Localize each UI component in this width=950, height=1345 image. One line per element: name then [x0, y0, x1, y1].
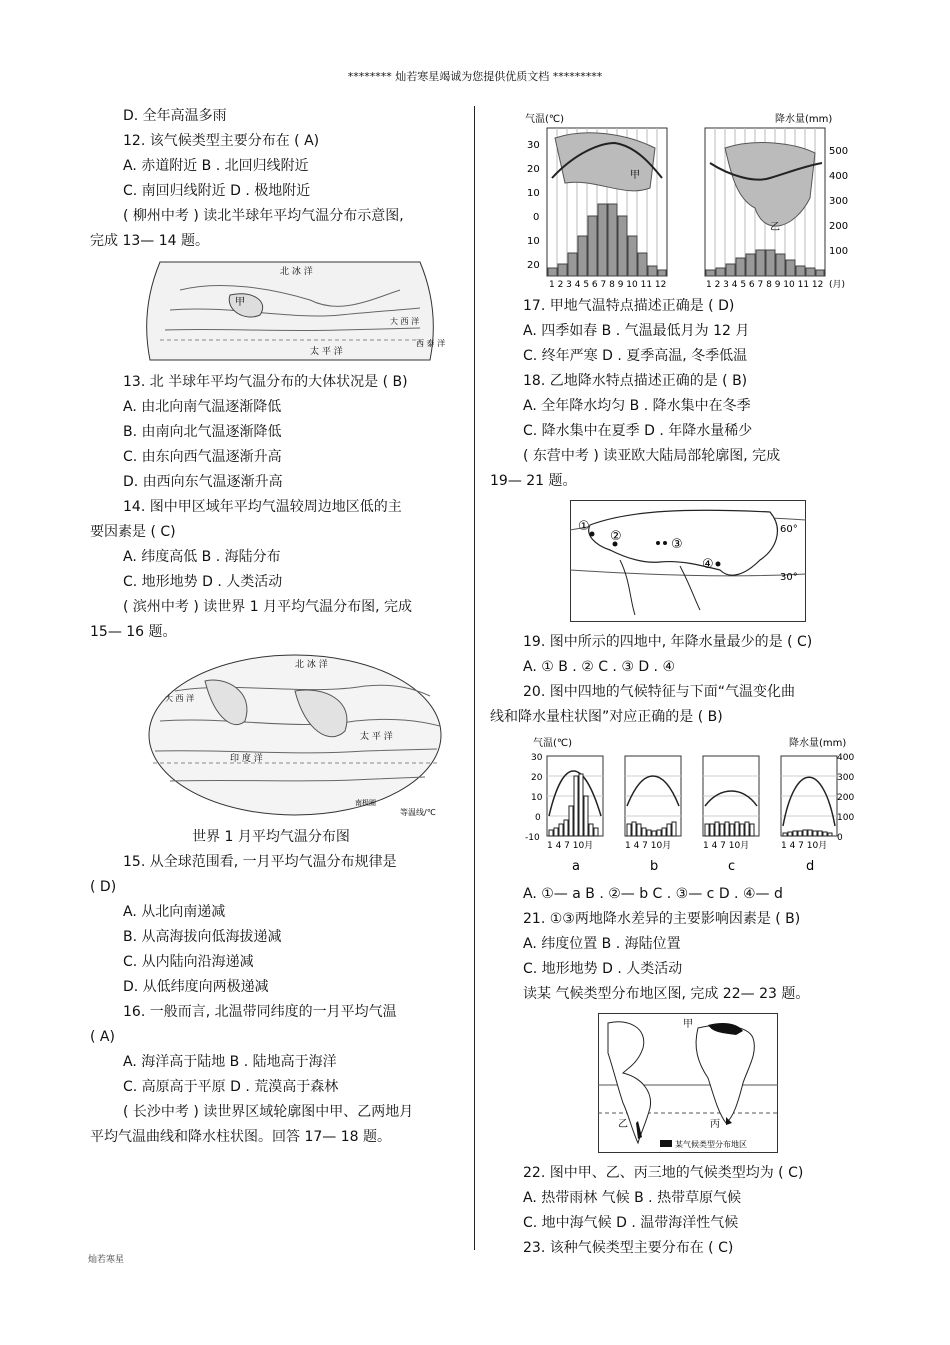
axis-label: 气温(℃) [525, 114, 565, 125]
latitude-label: 30° [780, 572, 798, 583]
map-label: 等温线/℃ [400, 808, 436, 817]
tick-label: 300 [829, 196, 849, 207]
question-line: 23. 该种气候类型主要分布在 ( C) [523, 1240, 734, 1256]
tick-label: 30 [531, 753, 543, 763]
question-line: 19. 图中所示的四地中, 年降水量最少的是 ( C) [523, 634, 813, 650]
question-line: 读某 气候类型分布地区图, 完成 22— 23 题。 [523, 986, 810, 1002]
tick-label: 400 [837, 753, 855, 763]
question-line: ( D) [90, 879, 117, 895]
tick-label: 20 [527, 260, 540, 271]
map-caption: 世界 1 月平均气温分布图 [192, 829, 350, 845]
location-marker: ① [578, 519, 590, 534]
option-line: A. 全年降水均匀 B . 降水集中在冬季 [523, 398, 751, 414]
option-line: A. 四季如春 B . 气温最低月为 12 月 [523, 323, 750, 339]
option-line: A. 由北向南气温逐渐降低 [123, 399, 282, 415]
tick-label: 1 4 7 10月 [547, 841, 594, 851]
question-line: 线和降水量柱状图”对应正确的是 ( B) [490, 709, 723, 725]
question-line: ( A) [90, 1029, 115, 1045]
location-marker: ③ [671, 537, 683, 552]
option-line: C. 从内陆向沿海递减 [123, 954, 254, 970]
tick-label: 1 4 7 10月 [625, 841, 672, 851]
option-line: B. 从高海拔向低海拔递减 [123, 929, 282, 945]
question-line: 21. ①③两地降水差异的主要影响因素是 ( B) [523, 911, 801, 927]
question-line: D. 全年高温多雨 [123, 108, 227, 124]
latitude-label: 60° [780, 524, 798, 535]
option-line: C. 地形地势 D . 人类活动 [523, 961, 683, 977]
panel-label: c [728, 859, 736, 874]
map-label: 乙 [770, 222, 780, 233]
map-label: 北 冰 洋 [280, 267, 313, 277]
question-line: 14. 图中甲区域年平均气温较周边地区低的主 [123, 499, 402, 515]
question-line: 18. 乙地降水特点描述正确的是 ( B) [523, 373, 748, 389]
tick-label: 0 [837, 833, 843, 843]
map-label: 甲 [683, 1019, 693, 1030]
question-line: ( 柳州中考 ) 读北半球年平均气温分布示意图, [123, 208, 404, 224]
americas-africa-map [598, 1013, 870, 1155]
option-line: C. 终年严寒 D . 夏季高温, 冬季低温 [523, 348, 748, 364]
option-line: A. 赤道附近 B . 北回归线附近 [123, 158, 309, 174]
map-label: 大 西 洋 [390, 317, 420, 326]
map-label: 甲 [630, 170, 640, 181]
map-label: 乙 [618, 1119, 628, 1130]
left-column [90, 104, 452, 1150]
tick-label: 10 [527, 236, 540, 247]
question-line: ( 长沙中考 ) 读世界区域轮廓图中甲、乙两地月 [123, 1104, 414, 1120]
tick-label: 100 [829, 246, 849, 257]
map-label: 甲 [235, 297, 245, 308]
tick-label: 30 [527, 140, 540, 151]
tick-label: 0 [535, 813, 541, 823]
option-line: D. 从低纬度向两极递减 [123, 979, 269, 995]
map-label: 西 泰 洋 [416, 339, 446, 348]
question-line: 15— 16 题。 [90, 624, 177, 640]
tick-label: 20 [527, 164, 540, 175]
four-climographs [525, 736, 870, 876]
question-line: ( 东营中考 ) 读亚欧大陆局部轮廓图, 完成 [523, 448, 781, 464]
map-label: 太 平 洋 [310, 347, 343, 357]
location-marker: ④ [702, 557, 714, 572]
option-line: C. 降水集中在夏季 D . 年降水量稀少 [523, 423, 753, 439]
panel-label: d [806, 859, 815, 874]
axis-label: 降水量(mm) [775, 114, 833, 125]
question-line: 平均气温曲线和降水柱状图。回答 17— 18 题。 [90, 1129, 391, 1145]
question-line: 要因素是 ( C) [90, 524, 176, 540]
legend-label: 某气候类型分布地区 [675, 1140, 747, 1149]
tick-label: 500 [829, 146, 849, 157]
question-line: 17. 甲地气温特点描述正确是 ( D) [523, 298, 735, 314]
axis-label: 降水量(mm) [789, 738, 847, 749]
option-line: A. 热带雨林 气候 B . 热带草原气候 [523, 1190, 742, 1206]
panel-label: b [650, 859, 659, 874]
map-label: 南极圈 [355, 799, 376, 807]
tick-label: 10 [527, 188, 540, 199]
northern-hemisphere-temp-map [90, 260, 452, 364]
page-header: ******** 灿若寒星竭诚为您提供优质文档 ********* [347, 70, 603, 83]
option-line: C. 南回归线附近 D . 极地附近 [123, 183, 311, 199]
map-label: 太 平 洋 [360, 732, 393, 742]
option-line: A. ① B . ② C . ③ D . ④ [523, 659, 675, 675]
tick-label: 1 4 7 10月 [781, 841, 828, 851]
option-line: C. 由东向西气温逐渐升高 [123, 449, 282, 465]
eurasia-outline-map [570, 500, 870, 624]
page-footer: 灿若寒星 [88, 1255, 125, 1265]
panel-label: a [572, 859, 580, 874]
option-line: A. ①— a B . ②— b C . ③— c D . ④— d [523, 886, 783, 902]
option-line: A. 从北向南递减 [123, 904, 226, 920]
option-line: B. 由南向北气温逐渐降低 [123, 424, 282, 440]
tick-label: 200 [829, 221, 849, 232]
tick-label: 400 [829, 171, 849, 182]
question-line: 12. 该气候类型主要分布在 ( A) [123, 133, 320, 149]
question-line: 完成 13— 14 题。 [90, 233, 209, 249]
right-column [490, 104, 870, 1261]
tick-label: 1 2 3 4 5 6 7 8 9 10 11 12 [706, 280, 824, 290]
map-label: 北 冰 洋 [295, 660, 328, 670]
option-line: D. 由西向东气温逐渐升高 [123, 474, 283, 490]
tick-label: 300 [837, 773, 855, 783]
option-line: A. 纬度高低 B . 海陆分布 [123, 549, 281, 565]
location-marker: ② [610, 529, 622, 544]
option-line: C. 地形地势 D . 人类活动 [123, 574, 283, 590]
question-line: 20. 图中四地的气候特征与下面“气温变化曲 [523, 684, 795, 700]
world-january-temp-map [90, 651, 452, 819]
question-line: 15. 从全球范围看, 一月平均气温分布规律是 [123, 854, 397, 870]
option-line: C. 地中海气候 D . 温带海洋性气候 [523, 1215, 739, 1231]
question-line: 22. 图中甲、乙、丙三地的气候类型均为 ( C) [523, 1165, 804, 1181]
question-line: 13. 北 半球年平均气温分布的大体状况是 ( B) [123, 374, 408, 390]
question-line: 19— 21 题。 [490, 473, 577, 489]
tick-label: 1 4 7 10月 [703, 841, 750, 851]
tick-label: 200 [837, 793, 855, 803]
tick-label: 10 [531, 793, 543, 803]
tick-label: 20 [531, 773, 543, 783]
climograph-jia-yi [525, 108, 870, 288]
tick-label: -10 [525, 833, 540, 843]
option-line: A. 纬度位置 B . 海陆位置 [523, 936, 681, 952]
tick-label: 1 2 3 4 5 6 7 8 9 10 11 12 [549, 280, 667, 290]
axis-label: 气温(℃) [533, 738, 573, 749]
tick-label: (月) [829, 280, 846, 290]
tick-label: 100 [837, 813, 855, 823]
map-label: 印 度 洋 [230, 754, 263, 764]
map-label: 丙 [710, 1119, 720, 1130]
column-divider [474, 106, 475, 1250]
question-line: ( 滨州中考 ) 读世界 1 月平均气温分布图, 完成 [123, 599, 412, 615]
option-line: C. 高原高于平原 D . 荒漠高于森林 [123, 1079, 339, 1095]
option-line: A. 海洋高于陆地 B . 陆地高于海洋 [123, 1054, 337, 1070]
map-label: 大 西 洋 [165, 694, 195, 703]
tick-label: 0 [533, 212, 540, 223]
question-line: 16. 一般而言, 北温带同纬度的一月平均气温 [123, 1004, 397, 1020]
